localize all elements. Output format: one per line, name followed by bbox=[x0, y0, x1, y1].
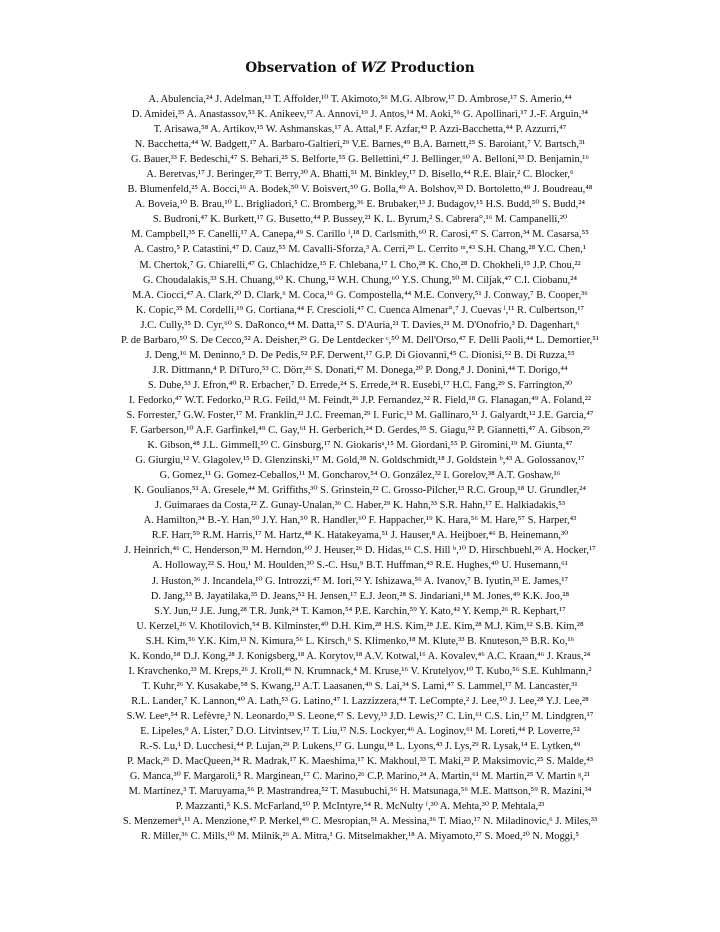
author-line: J. Huston,³⁶ J. Incandela,¹⁰ G. Introzzi,⁴⁷ M. Iori,⁵² Y. Ishizawa,⁵⁶ A. Ivanov,⁷ B. Iyutin,³³ E. James,¹⁷ bbox=[151, 575, 569, 587]
author-line: U. Kerzel,²⁶ V. Khotilovich,⁵⁴ B. Kilminster,⁴⁰ D.H. Kim,²⁸ H.S. Kim,²⁸ J.E. Kim,²⁸ M.J. Kim,¹² S.B. Kim,²⁸ bbox=[136, 620, 584, 632]
author-line: K. Goulianos,⁵¹ A. Gresele,⁴⁴ M. Griffiths,³⁰ S. Grinstein,²² C. Grosso-Pilcher,¹³ R.C. Group,¹⁸ U. Grundler,²⁴ bbox=[134, 485, 586, 497]
author-line: K. Gibson,⁴⁸ J.L. Gimmell,⁵⁰ C. Ginsburg,¹⁷ N. Giokarisᵃ,¹⁵ M. Giordani,⁵⁵ P. Giromini,¹⁹ M. Giunta,⁴⁷ bbox=[147, 440, 573, 452]
author-line: P. Mack,²⁶ D. MacQueen,³⁴ R. Madrak,¹⁷ K. Maeshima,¹⁷ K. Makhoul,³³ T. Maki,²³ P. Maksimovic,²⁵ S. Malde,⁴³ bbox=[126, 756, 594, 768]
author-line: S. Forrester,⁷ G.W. Foster,¹⁷ M. Franklin,²² J.C. Freeman,²⁹ I. Furic,¹³ M. Gallinaro,⁵¹ J. Galyardt,¹² J.E. Garcia,⁴⁷ bbox=[126, 409, 594, 421]
author-line: J.C. Cully,³⁵ D. Cyr,⁶⁰ S. DaRonco,⁴⁴ M. Datta,¹⁷ S. D'Auria,²¹ T. Davies,²¹ M. D'Onofrio,³ D. Dagenhart,⁶ bbox=[140, 319, 580, 331]
author-line: A. Castro,⁵ P. Catastini,⁴⁷ D. Cauz,⁵⁵ M. Cavalli-Sforza,³ A. Cerri,²⁹ L. Cerrito ᵐ,⁴³ S.H. Chang,²⁸ Y.C. Chen,¹ bbox=[134, 244, 586, 256]
author-line: N. Bacchetta,⁴⁴ W. Badgett,¹⁷ A. Barbaro-Galtieri,²⁹ V.E. Barnes,⁴⁹ B.A. Barnett,²⁵ S. Baroiant,⁷ V. Bartsch,³¹ bbox=[134, 139, 586, 151]
author-line: A. Boveia,¹⁰ B. Brau,¹⁰ L. Brigliadori,⁵ C. Bromberg,³⁶ E. Brubaker,¹³ J. Budagov,¹⁵ H.S. Budd,⁵⁰ S. Budd,²⁴ bbox=[135, 199, 585, 211]
author-line: J. Deng,¹⁶ M. Deninno,⁵ D. De Pedis,⁵² P.F. Derwent,¹⁷ G.P. Di Giovanni,⁴⁵ C. Dionisi,⁵² B. Di Ruzza,⁵⁵ bbox=[145, 349, 575, 361]
title-italic: WZ bbox=[360, 60, 386, 76]
title-suffix: Production bbox=[385, 60, 475, 76]
author-line: M. Campbell,³⁵ F. Canelli,¹⁷ A. Canepa,⁴⁹ S. Carillo ⁱ,¹⁸ D. Carlsmith,⁶⁰ R. Carosi,⁴⁷ S. Carron,³⁴ M. Casarsa,⁵⁵ bbox=[131, 229, 589, 241]
author-line: A. Holloway,²² S. Hou,¹ M. Houlden,³⁰ S.-C. Hsu,⁹ B.T. Huffman,⁴³ R.E. Hughes,⁴⁰ U. Husemann,⁶¹ bbox=[152, 560, 568, 572]
author-line: D. Amidei,³⁵ A. Anastassov,⁵³ K. Anikeev,¹⁷ A. Annovi,¹⁹ J. Antos,¹⁴ M. Aoki,⁵⁶ G. Apollinari,¹⁷ J.-F. Arguin,³⁴ bbox=[131, 109, 589, 121]
paper-title bbox=[0, 60, 720, 76]
author-line: M. Martínez,³ T. Maruyama,⁵⁶ P. Mastrandrea,⁵² T. Masubuchi,⁵⁶ H. Matsunaga,⁵⁶ M.E. Mattson,⁵⁹ R. Mazini,³⁴ bbox=[128, 786, 592, 798]
author-line: R.-S. Lu,¹ D. Lucchesi,⁴⁴ P. Lujan,²⁹ P. Lukens,¹⁷ G. Lungu,¹⁸ L. Lyons,⁴³ J. Lys,²⁹ R. Lysak,¹⁴ E. Lytken,⁴⁹ bbox=[139, 741, 581, 753]
author-line: K. Kondo,⁵⁸ D.J. Kong,²⁸ J. Konigsberg,¹⁸ A. Korytov,¹⁸ A.V. Kotwal,¹⁶ A. Kovalev,⁴⁶ A.C. Kraan,⁴⁶ J. Kraus,²⁴ bbox=[129, 650, 591, 662]
author-line: A. Abulencia,²⁴ J. Adelman,¹³ T. Affolder,¹⁰ T. Akimoto,⁵⁶ M.G. Albrow,¹⁷ D. Ambrose,¹⁷ S. Amerio,⁴⁴ bbox=[148, 94, 572, 105]
author-line: J. Heinrich,⁴⁶ C. Henderson,³³ M. Herndon,⁶⁰ J. Heuser,²⁶ D. Hidas,¹⁶ C.S. Hill ᵇ,¹⁰ D. Hirschbuehl,²⁶ A. Hocker,¹⁷ bbox=[124, 545, 596, 557]
author-line: G. Bauer,³³ F. Bedeschi,⁴⁷ S. Behari,²⁵ S. Belforte,⁵⁵ G. Bellettini,⁴⁷ J. Bellinger,⁶⁰ A. Belloni,³³ D. Benjamin,¹⁶ bbox=[130, 154, 590, 166]
author-line: B. Blumenfeld,²⁵ A. Bocci,¹⁶ A. Bodek,⁵⁰ V. Boisvert,⁵⁰ G. Bolla,⁴⁹ A. Bolshov,³³ D. Bortoletto,⁴⁹ J. Boudreau,⁴⁸ bbox=[127, 184, 593, 196]
author-line: F. Garberson,¹⁰ A.F. Garfinkel,⁴⁹ C. Gay,⁶¹ H. Gerberich,²⁴ D. Gerdes,³⁵ S. Giagu,⁵² P. Giannetti,⁴⁷ A. Gibson,²⁹ bbox=[130, 425, 590, 437]
author-line: M. Chertok,⁷ G. Chiarelli,⁴⁷ G. Chlachidze,¹⁵ F. Chlebana,¹⁷ I. Cho,²⁸ K. Cho,²⁸ D. Chokheli,¹⁵ J.P. Chou,²² bbox=[139, 259, 581, 271]
title-prefix: Observation of bbox=[245, 60, 361, 76]
author-line: S.Y. Jun,¹² J.E. Jung,²⁸ T.R. Junk,²⁴ T. Kamon,⁵⁴ P.E. Karchin,⁵⁹ Y. Kato,⁴² Y. Kemp,²⁶ R. Kephart,¹⁷ bbox=[154, 605, 566, 617]
author-line: A. Hamilton,³⁴ B.-Y. Han,⁵⁰ J.Y. Han,⁵⁰ R. Handler,⁶⁰ F. Happacher,¹⁹ K. Hara,⁵⁶ M. Hare,⁵⁷ S. Harper,⁴³ bbox=[143, 515, 577, 527]
author-line: T. Arisawa,⁵⁸ A. Artikov,¹⁵ W. Ashmanskas,¹⁷ A. Attal,⁸ F. Azfar,⁴³ P. Azzi-Bacchetta,⁴⁴ P. Azzurri,⁴⁷ bbox=[153, 124, 567, 136]
author-line: G. Manca,³⁰ F. Margaroli,⁵ R. Marginean,¹⁷ C. Marino,²⁶ C.P. Marino,²⁴ A. Martin,⁶¹ M. Martin,²⁵ V. Martin ᵍ,²¹ bbox=[129, 771, 591, 783]
author-list bbox=[14, 92, 706, 844]
author-line: K. Copic,³⁵ M. Cordelli,¹⁹ G. Cortiana,⁴⁴ F. Crescioli,⁴⁷ C. Cuenca Almenar°,⁷ J. Cuevas ˡ,¹¹ R. Culbertson,¹⁷ bbox=[135, 304, 585, 316]
author-line: G. Giurgiu,¹² V. Glagolev,¹⁵ D. Glenzinski,¹⁷ M. Gold,³⁸ N. Goldschmidt,¹⁸ J. Goldstein ᵇ,⁴³ A. Golossanov,¹⁷ bbox=[135, 455, 585, 467]
author-line: I. Kravchenko,³³ M. Kreps,²⁶ J. Kroll,⁴⁶ N. Krumnack,⁴ M. Kruse,¹⁶ V. Krutelyov,¹⁰ T. Kubo,⁵⁶ S.E. Kuhlmann,² bbox=[128, 665, 592, 677]
author-line: R. Miller,³⁶ C. Mills,¹⁰ M. Milnik,²⁶ A. Mitra,¹ G. Mitselmakher,¹⁸ A. Miyamoto,²⁷ S. Moed,²⁰ N. Moggi,⁵ bbox=[141, 831, 579, 843]
author-line: T. Kuhr,²⁶ Y. Kusakabe,⁵⁸ S. Kwang,¹³ A.T. Laasanen,⁴⁹ S. Lai,³⁴ S. Lami,⁴⁷ S. Lammel,¹⁷ M. Lancaster,³¹ bbox=[142, 680, 578, 692]
author-line: S. Menzemerʰ,¹¹ A. Menzione,⁴⁷ P. Merkel,⁴⁹ C. Mesropian,⁵¹ A. Messina,³⁶ T. Miao,¹⁷ N. Miladinovic,⁶ J. Miles,³³ bbox=[122, 816, 598, 828]
author-line: J.R. Dittmann,⁴ P. DiTuro,⁵³ C. Dörr,²⁶ S. Donati,⁴⁷ M. Donega,²⁰ P. Dong,⁸ J. Donini,⁴⁴ T. Dorigo,⁴⁴ bbox=[152, 364, 568, 376]
author-line: M.A. Ciocci,⁴⁷ A. Clark,²⁰ D. Clark,⁶ M. Coca,¹⁶ G. Compostella,⁴⁴ M.E. Convery,⁵¹ J. Conway,⁷ B. Cooper,³⁶ bbox=[132, 289, 588, 301]
author-line: E. Lipeles,⁹ A. Lister,⁷ D.O. Litvintsev,¹⁷ T. Liu,¹⁷ N.S. Lockyer,⁴⁶ A. Loginov,⁶¹ M. Loreti,⁴⁴ P. Loverre,⁵² bbox=[140, 725, 580, 737]
author-line: P. de Barbaro,⁵⁰ S. De Cecco,⁵² A. Deisher,²⁹ G. De Lentdecker ᶜ,⁵⁰ M. Dell'Orso,⁴⁷ F. Delli Paoli,⁴⁴ L. Demortier,⁵¹ bbox=[121, 334, 599, 346]
author-line: S. Budroni,⁴⁷ K. Burkett,¹⁷ G. Busetto,⁴⁴ P. Bussey,²¹ K. L. Byrum,² S. Cabrera°,¹⁶ M. Campanelli,²⁰ bbox=[152, 214, 568, 226]
author-line: R.F. Harr,⁵⁹ R.M. Harris,¹⁷ M. Hartz,⁴⁸ K. Hatakeyama,⁵¹ J. Hauser,⁸ A. Heijboer,⁴⁶ B. Heinemann,³⁰ bbox=[151, 530, 569, 542]
author-line: P. Mazzanti,⁵ K.S. McFarland,⁵⁰ P. McIntyre,⁵⁴ R. McNulty ᶠ,³⁰ A. Mehta,³⁰ P. Mehtala,²³ bbox=[175, 801, 545, 813]
author-line: S.H. Kim,⁵⁶ Y.K. Kim,¹³ N. Kimura,⁵⁶ L. Kirsch,⁶ S. Klimenko,¹⁸ M. Klute,³³ B. Knuteson,³³ B.R. Ko,¹⁶ bbox=[145, 635, 575, 647]
author-line: S. Dube,⁵³ J. Efron,⁴⁰ R. Erbacher,⁷ D. Errede,²⁴ S. Errede,²⁴ R. Eusebi,¹⁷ H.C. Fang,²⁹ S. Farrington,³⁰ bbox=[147, 379, 573, 391]
author-line: G. Choudalakis,³³ S.H. Chuang,⁶⁰ K. Chung,¹² W.H. Chung,⁶⁰ Y.S. Chung,⁵⁰ M. Ciljak,⁴⁷ C.I. Ciobanu,²⁴ bbox=[143, 274, 577, 286]
author-line: A. Beretvas,¹⁷ J. Beringer,²⁹ T. Berry,³⁰ A. Bhatti,⁵¹ M. Binkley,¹⁷ D. Bisello,⁴⁴ R.E. Blair,² C. Blocker,⁶ bbox=[146, 169, 574, 181]
author-line: S.W. Leeⁿ,⁵⁴ R. Lefèvre,³ N. Leonardo,³³ S. Leone,⁴⁷ S. Levy,¹³ J.D. Lewis,¹⁷ C. Lin,⁶¹ C.S. Lin,¹⁷ M. Lindgren,¹⁷ bbox=[126, 710, 594, 722]
author-line: D. Jang,⁵³ B. Jayatilaka,³⁵ D. Jeans,⁵² H. Jensen,¹⁷ E.J. Jeon,²⁸ S. Jindariani,¹⁸ M. Jones,⁴⁹ K.K. Joo,²⁸ bbox=[150, 590, 570, 602]
author-line: R.L. Lander,⁷ K. Lannon,⁴⁰ A. Lath,⁵³ G. Latino,⁴⁷ I. Lazzizzera,⁴⁴ T. LeCompte,² J. Lee,⁵⁰ J. Lee,²⁸ Y.J. Lee,²⁸ bbox=[131, 695, 589, 707]
author-line: J. Guimaraes da Costa,²² Z. Gunay-Unalan,³⁶ C. Haber,²⁹ K. Hahn,³³ S.R. Hahn,¹⁷ E. Halkiadakis,⁵³ bbox=[154, 500, 566, 512]
author-line: G. Gomez,¹¹ G. Gomez-Ceballos,¹¹ M. Goncharov,⁵⁴ O. González,³² I. Gorelov,³⁸ A.T. Goshaw,¹⁶ bbox=[159, 470, 561, 482]
author-line: I. Fedorko,⁴⁷ W.T. Fedorko,¹³ R.G. Feild,⁶¹ M. Feindt,²⁶ J.P. Fernandez,³² R. Field,¹⁸ G. Flanagan,⁴⁹ A. Foland,²² bbox=[129, 394, 591, 406]
